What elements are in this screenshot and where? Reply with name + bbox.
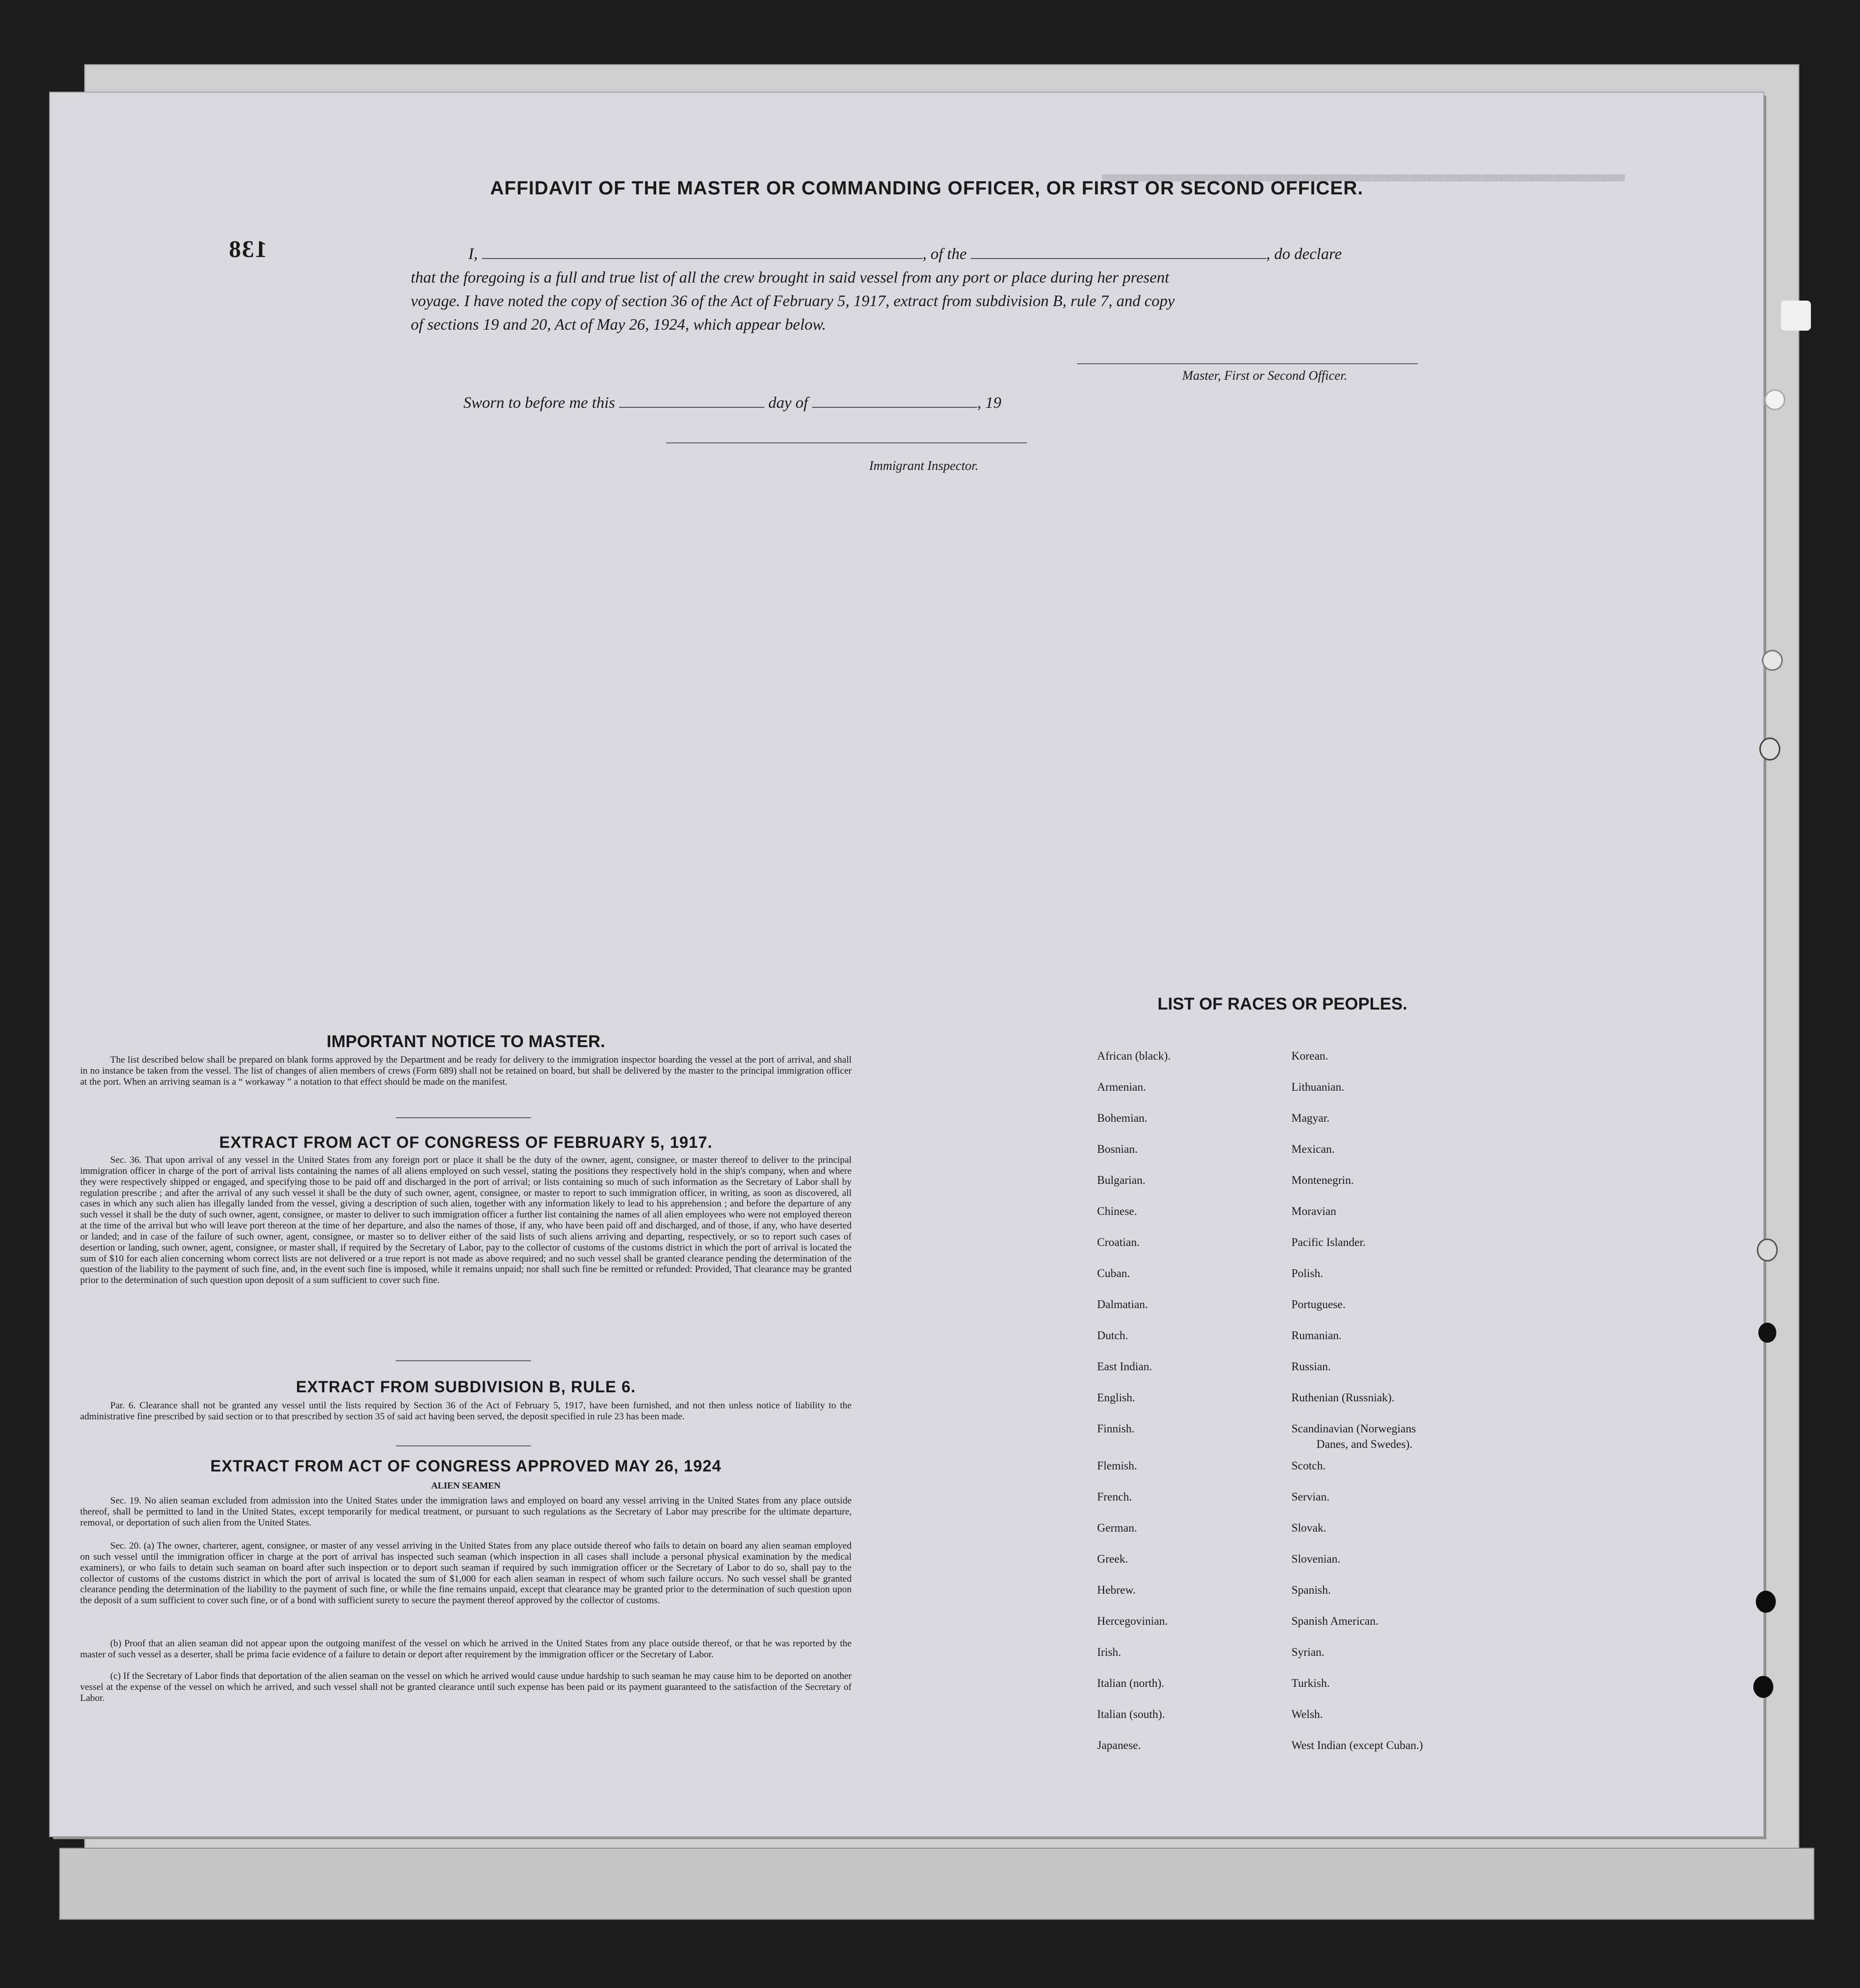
sworn-line (463, 393, 1001, 412)
race-item: Welsh. (1291, 1708, 1323, 1720)
extract-1924-sec20b: (b) Proof that an alien seaman did not appear upon the outgoing manifest of the vessel on which he arrived in the United States from any place outside thereof, or that he was reported by the master of such vessel as a deserter, shall be prima facie evidence of a failure to detain or deport after requirement by the immigration officer or the Secretary of Labor. (80, 1638, 852, 1660)
race-item: Hercegovinian. (1097, 1615, 1168, 1627)
binder-hole (1753, 1676, 1773, 1698)
binder-hole (1766, 391, 1784, 409)
declaration-line-2: that the foregoing is a full and true list of all the crew brought in said vessel from any port or place during her present (411, 268, 1169, 286)
race-item: Flemish. (1097, 1459, 1137, 1472)
race-item: Bosnian. (1097, 1143, 1138, 1155)
race-item: Italian (south). (1097, 1708, 1165, 1720)
race-item: Dutch. (1097, 1329, 1128, 1342)
race-item: Cuban. (1097, 1267, 1130, 1280)
race-item: Greek. (1097, 1553, 1128, 1565)
race-item: East Indian. (1097, 1360, 1152, 1373)
race-item: German. (1097, 1522, 1137, 1534)
race-item: English. (1097, 1391, 1136, 1404)
race-item: Servian. (1291, 1490, 1330, 1503)
race-item: Russian. (1291, 1360, 1331, 1373)
race-item: Slovenian. (1291, 1553, 1341, 1565)
race-item: Dalmatian. (1097, 1298, 1148, 1311)
extract-1924-subtitle: ALIEN SEAMEN (431, 1480, 501, 1490)
divider (396, 1360, 531, 1361)
race-item: Spanish. (1291, 1584, 1331, 1596)
race-item: Scandinavian (Norwegians (1291, 1422, 1416, 1435)
race-item: Slovak. (1291, 1522, 1326, 1534)
extract-1924-title: EXTRACT FROM ACT OF CONGRESS APPROVED MAY 26, 1924 (210, 1457, 722, 1475)
sworn-day-of: day of (768, 393, 808, 411)
races-title: LIST OF RACES OR PEOPLES. (1157, 995, 1408, 1014)
handwritten-stamp-number: 138 (228, 236, 267, 263)
race-item: Hebrew. (1097, 1584, 1136, 1596)
extract-1924-sec19: Sec. 19. No alien seaman excluded from admission into the United States under the immigration laws and employed on board any vessel arriving in the United States from any place outside thereof, shall be permitted to land in the United States, except temporarily for medical treatment, or pursuant to such regulations as the Secretary of Labor may prescribe for the ultimate departure, removal, or deportation of such alien from the United States. (80, 1496, 852, 1528)
race-item: African (black). (1097, 1050, 1171, 1062)
extract-1924-sec20a: Sec. 20. (a) The owner, charterer, agent, consignee, or master of any vessel arriving in the United States from any place outside thereof who fails to detain on board any alien seaman employed on such vessel until the immigration officer in charge at the port of arrival has inspected such seaman (which inspection in all cases shall include a personal physical examination by the medical examiners), or who fails to detain such seaman on board after such inspection or to deport such seaman if required by such immigration officer or the Secretary of Labor to do so, shall pay to the collector of customs of the customs district in which the port of arrival is located the sum of $1,000 for each alien seaman in respect of whom such failure occurs. No such vessel shall be granted clearance pending the determination of the liability to the payment of such fine, or while the fine remains unpaid, except that clearance may be granted prior to the determination of such question upon the deposit of a sum sufficient to cover such fine, or of a bond with sufficient surety to secure the payment thereof approved by the collector of customs. (80, 1541, 852, 1606)
race-item: Chinese. (1097, 1205, 1137, 1217)
race-item: Syrian. (1291, 1646, 1324, 1658)
race-item: Croatian. (1097, 1236, 1140, 1249)
declaration-line-3: voyage. I have noted the copy of section 36 of the Act of February 5, 1917, extract from subdivision B, rule 7, and copy (411, 292, 1175, 310)
race-item: Magyar. (1291, 1112, 1330, 1124)
race-item: Moravian (1291, 1205, 1337, 1217)
notice-text: The list described below shall be prepared on blank forms approved by the Department and be ready for delivery to the immigration inspector boarding the vessel at the port of arrival, and shall in no instance be taken from the vessel. The list of changes of alien members of crews (Form 689) shall not be retained on board, but shall be delivered by the master to the principal immigration officer at the port. When an arriving seaman is a “ workaway ” a notation to that effect should be made on the manifest. (80, 1055, 852, 1087)
declaration-of-the: , of the (922, 244, 967, 263)
underlying-sheet-bottom (60, 1849, 1813, 1919)
extract-rule6-title: EXTRACT FROM SUBDIVISION B, RULE 6. (296, 1378, 636, 1396)
sworn-prefix: Sworn to before me this (463, 393, 615, 411)
race-item: Montenegrin. (1291, 1174, 1354, 1186)
inspector-caption: Immigrant Inspector. (869, 458, 979, 473)
notice-title: IMPORTANT NOTICE TO MASTER. (327, 1032, 605, 1051)
vessel-blank[interactable] (971, 245, 1266, 259)
sworn-day-blank[interactable] (619, 394, 764, 408)
race-item: Japanese. (1097, 1739, 1141, 1752)
race-item: Portuguese. (1291, 1298, 1346, 1311)
binder-hole (1761, 739, 1779, 759)
race-item: Finnish. (1097, 1422, 1135, 1435)
race-item: Polish. (1291, 1267, 1323, 1280)
declaration-i: I, (468, 244, 478, 263)
race-item: Scotch. (1291, 1459, 1326, 1472)
sworn-month-blank[interactable] (812, 394, 977, 408)
declaration-line-4: of sections 19 and 20, Act of May 26, 1924, which appear below. (411, 315, 826, 333)
race-item: Korean. (1291, 1050, 1328, 1062)
race-item: Irish. (1097, 1646, 1121, 1658)
race-item: Bulgarian. (1097, 1174, 1146, 1186)
race-item: Spanish American. (1291, 1615, 1379, 1627)
race-item: Mexican. (1291, 1143, 1335, 1155)
divider (396, 1445, 531, 1446)
race-item: Rumanian. (1291, 1329, 1342, 1342)
race-item: Turkish. (1291, 1677, 1330, 1689)
race-item: French. (1097, 1490, 1132, 1503)
extract-1917-text: Sec. 36. That upon arrival of any vessel in the United States from any foreign port or place it shall be the duty of the owner, agent, consignee, or master thereof to deliver to the principal immigration officer in charge of the port of arrival lists containing the names of all aliens employed on such vessel, stating the positions they respectively hold in the ship's company, when and where they were respectively shipped or engaged, and specifying those to be paid off and discharged in the port of arrival; or lists containing so much of such information as the Secretary of Labor shall by regulation prescribe ; and after the arrival of any such vessel it shall be the duty of such owner, agent, consignee, or master to report to such immigration officer, in writing, as soon as discovered, all cases in which any such alien has illegally landed from the vessel, giving a description of such alien, together with any information likely to lead to his apprehension ; and before the departure of any such vessel it shall be the duty of such owner, agent, consignee, or master to deliver to such immigration officer a further list containing the names of all alien employees who were not employed thereon at the time of the arrival but who will leave port thereon at the time of her departure, and also the names of those, if any, who have been paid off and discharged, and of those, if any, who have deserted or landed; and in case of the failure of such owner, agent, consignee, or master so to deliver either of the said lists of such aliens arriving and departing, respectively, or so to report such cases of desertion or landing, such owner, agent, consignee, or master shall, if required by the Secretary of Labor, pay to the collector of customs of the customs district in which the port of arrival is located the sum of $10 for each alien concerning whom correct lists are not delivered or a true report is not made as above required; and no such vessel shall be granted clearance pending the determination of the question of the liability to the payment of such fine, and, in the event such fine is imposed, while it remains unpaid; nor shall such fine be remitted or refunded: Provided, That clearance may be granted prior to the determination of such question upon deposit of a sum sufficient to cover such fine. (80, 1155, 852, 1286)
binder-hole (1756, 1591, 1776, 1613)
master-caption: Master, First or Second Officer. (1182, 368, 1348, 383)
affidavit-title: AFFIDAVIT OF THE MASTER OR COMMANDING OFFICER, OR FIRST OR SECOND OFFICER. (490, 178, 1364, 199)
race-item: Pacific Islander. (1291, 1236, 1366, 1249)
inspector-signature-line[interactable] (666, 442, 1027, 443)
extract-1924-sec20c: (c) If the Secretary of Labor finds that deportation of the alien seaman on the vessel on which he arrived would cause undue hardship to such seaman he may cause him to be deported on another vessel at the expense of the vessel on which he arrived, and such vessel shall not be granted clearance until such expense has been paid or its payment guaranteed to the satisfaction of the Secretary of Labor. (80, 1671, 852, 1703)
race-item: Ruthenian (Russniak). (1291, 1391, 1395, 1404)
race-item: Armenian. (1097, 1081, 1146, 1093)
declaration-declare: , do declare (1266, 244, 1342, 263)
binder-hole (1763, 651, 1781, 669)
race-item: Italian (north). (1097, 1677, 1165, 1689)
extract-1917-title: EXTRACT FROM ACT OF CONGRESS OF FEBRUARY 5, 1917. (219, 1133, 713, 1151)
binder-clip (1781, 301, 1811, 331)
binder-hole (1758, 1323, 1776, 1343)
divider (396, 1117, 531, 1118)
binder-hole (1758, 1240, 1776, 1260)
name-blank[interactable] (482, 245, 923, 259)
sworn-year: , 19 (977, 393, 1001, 411)
bleed-through-heading: ▬▬▬▬▬▬▬▬▬▬▬▬▬▬▬▬▬▬▬▬▬▬▬▬▬▬▬▬▬ (1102, 158, 1626, 192)
master-signature-line[interactable] (1077, 363, 1418, 364)
race-item-continuation: Danes, and Swedes). (1316, 1438, 1413, 1450)
race-item: Lithuanian. (1291, 1081, 1345, 1093)
declaration-line-1 (468, 244, 1342, 263)
race-item: West Indian (except Cuban.) (1291, 1739, 1423, 1752)
race-item: Bohemian. (1097, 1112, 1148, 1124)
extract-rule6-text: Par. 6. Clearance shall not be granted any vessel until the lists required by Section 36 of the Act of February 5, 1917, have been furnished, and not then unless notice of liability to the administrative fine prescribed by said section or to that prescribed by section 35 of said act having been served, the deposit specified in rule 23 has been made. (80, 1400, 852, 1422)
